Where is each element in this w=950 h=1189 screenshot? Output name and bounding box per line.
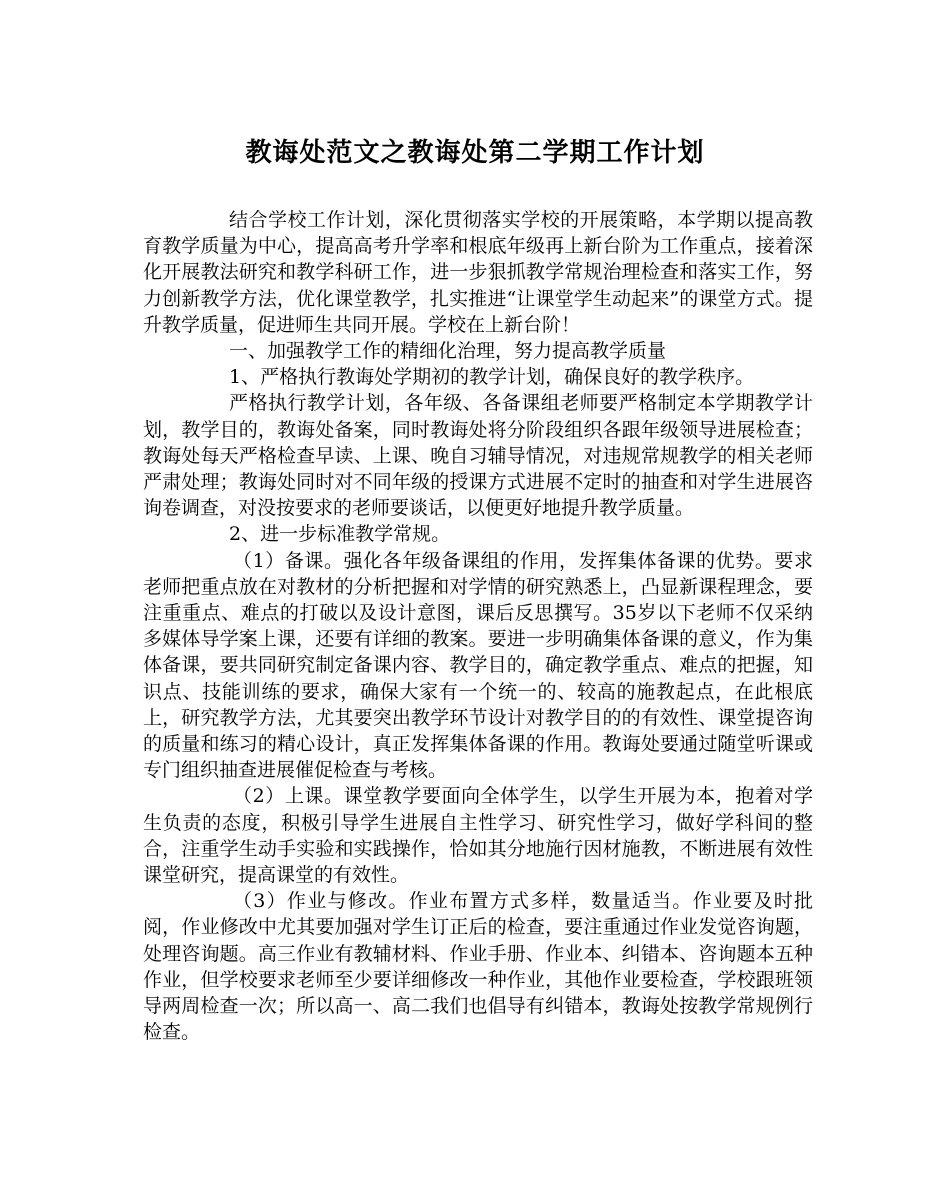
paragraph-plan-execution: 严格执行教学计划，各年级、各备课组老师要严格制定本学期教学计划，教学目的，教诲处备案，同时教诲处将分阶段组织各跟年级领导进展检查；教诲处每天严格检查早读、上课、晚自习辅导情况，对违规常规教学的相关老师严肃处理；教诲处同时对不同年级的授课方式进展不定时的抽查和对学生进展咨询卷调查，对没按要求的老师要谈话，以便更好地提升教学质量。: [143, 392, 813, 520]
document-title: 教诲处范文之教诲处第二学期工作计划: [245, 138, 705, 168]
document-body: [143, 207, 813, 1046]
paragraph-lesson-prep: （1）备课。强化各年级备课组的作用，发挥集体备课的优势。要求老师把重点放在对教材的分析把握和对学情的研究熟悉上，凸显新课程理念，要注重重点、难点的打破以及设计意图，课后反思撰写。35岁以下老师不仅采纳多媒体导学案上课，还要有详细的教案。要进一步明确集体备课的意义，作为集体备课，要共同研究制定备课内容、教学目的，确定教学重点、难点的把握，知识点、技能训练的要求，确保大家有一个统一的、较高的施教起点，在此根底上，研究教学方法，尤其要突出教学环节设计对教学目的的有效性、课堂提咨询的质量和练习的精心设计，真正发挥集体备课的作用。教诲处要通过随堂听课或专门组织抽查进展催促检查与考核。: [143, 549, 813, 782]
heading-item-2: 2、进一步标准教学常规。: [229, 523, 451, 546]
paragraph-homework: （3）作业与修改。作业布置方式多样，数量适当。作业要及时批阅，作业修改中尤其要加强对学生订正后的检查，要注重通过作业发觉咨询题，处理咨询题。高三作业有教辅材料、作业手册、作业本、纠错本、咨询题本五种作业，但学校要求老师至少要详细修改一种作业，其他作业要检查，学校跟班领导两周检查一次；所以高一、高二我们也倡导有纠错本，教诲处按教学常规例行检查。: [143, 890, 813, 1044]
heading-item-1: 1、严格执行教诲处学期初的教学计划，确保良好的教学秩序。: [229, 366, 755, 389]
paragraph-class-teaching: （2）上课。课堂教学要面向全体学生，以学生开展为本，抱着对学生负责的态度，积极引导学生进展自主性学习、研究性学习，做好学科间的整合，注重学生动手实验和实践操作，恰如其分地施行因材施教，不断进展有效性课堂研究，提高课堂的有效性。: [143, 785, 813, 887]
heading-section-1: 一、加强教学工作的精细化治理，努力提高教学质量: [229, 340, 667, 363]
paragraph-intro: 结合学校工作计划，深化贯彻落实学校的开展策略，本学期以提高教育教学质量为中心，提高高考升学率和根底年级再上新台阶为工作重点，接着深化开展教法研究和教学科研工作，进一步狠抓教学常规治理检查和落实工作，努力创新教学方法，优化课堂教学，扎实推进“让课堂学生动起来”的课堂方式。提升教学质量，促进师生共同开展。学校在上新台阶！: [143, 209, 813, 336]
